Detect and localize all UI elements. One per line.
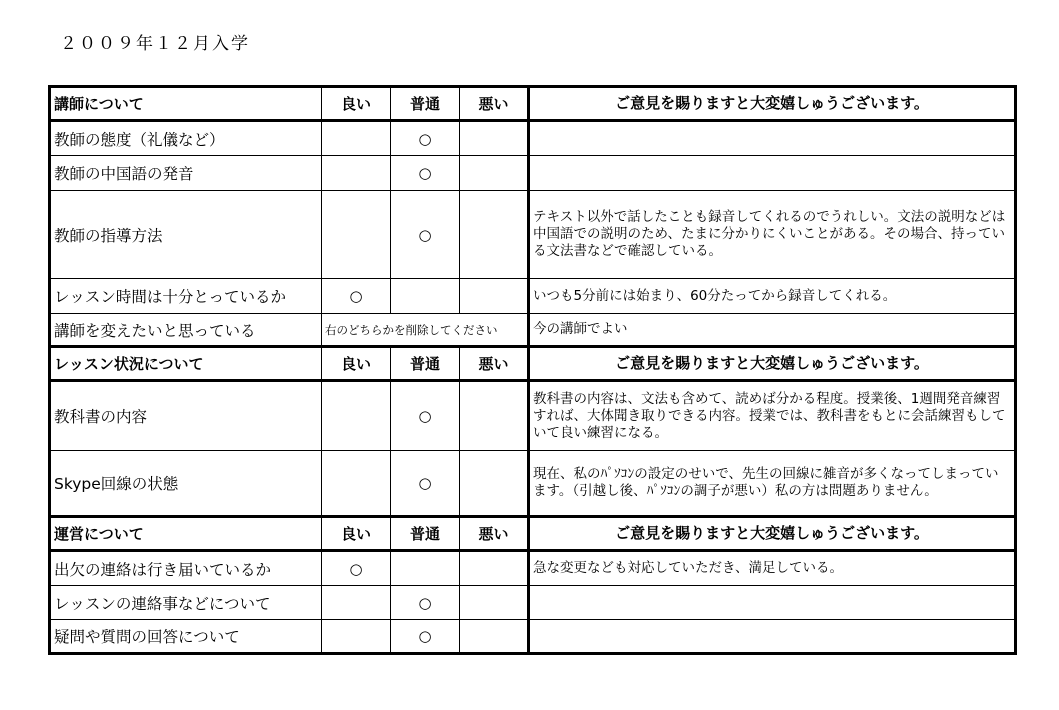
comment-cell[interactable]: 急な変更なども対応していただき、満足している。 xyxy=(529,551,1016,586)
column-average: 普通 xyxy=(391,87,460,121)
row-label: 教師の指導方法 xyxy=(50,191,322,279)
comment-cell[interactable] xyxy=(529,121,1016,156)
rating-good-cell[interactable] xyxy=(322,620,391,654)
rating-good-cell[interactable]: ○ xyxy=(322,279,391,314)
section-header-lesson xyxy=(50,347,1016,381)
rating-average-cell[interactable]: ○ xyxy=(391,121,460,156)
column-comment: ご意見を賜りますと大変嬉しゅうございます。 xyxy=(529,87,1016,121)
rating-bad-cell[interactable] xyxy=(460,620,529,654)
row-label: 出欠の連絡は行き届いているか xyxy=(50,551,322,586)
rating-average-cell[interactable]: ○ xyxy=(391,191,460,279)
rating-bad-cell[interactable] xyxy=(460,156,529,191)
table-row xyxy=(50,279,1016,314)
column-good: 良い xyxy=(322,517,391,551)
column-good: 良い xyxy=(322,87,391,121)
row-label: レッスンの連絡事などについて xyxy=(50,586,322,620)
rating-bad-cell[interactable] xyxy=(460,586,529,620)
rating-average-cell[interactable]: ○ xyxy=(391,620,460,654)
rating-average-cell[interactable]: ○ xyxy=(391,586,460,620)
document-title: ２００９年１２月入学 xyxy=(60,34,250,54)
section-title: 講師について xyxy=(50,87,322,121)
table-row xyxy=(50,451,1016,517)
comment-cell[interactable]: 今の講師でよい xyxy=(529,314,1016,347)
rating-bad-cell[interactable] xyxy=(460,121,529,156)
column-bad: 悪い xyxy=(460,347,529,381)
column-average: 普通 xyxy=(391,517,460,551)
table-row xyxy=(50,191,1016,279)
row-label: Skype回線の状態 xyxy=(50,451,322,517)
rating-average-cell[interactable]: ○ xyxy=(391,381,460,451)
rating-bad-cell[interactable] xyxy=(460,279,529,314)
rating-bad-cell[interactable] xyxy=(460,551,529,586)
table-row xyxy=(50,381,1016,451)
comment-cell[interactable] xyxy=(529,620,1016,654)
rating-good-cell[interactable] xyxy=(322,121,391,156)
section-header-teacher xyxy=(50,87,1016,121)
row-label: 疑問や質問の回答について xyxy=(50,620,322,654)
rating-bad-cell[interactable] xyxy=(460,381,529,451)
column-comment: ご意見を賜りますと大変嬉しゅうございます。 xyxy=(529,347,1016,381)
rating-bad-cell[interactable] xyxy=(460,451,529,517)
rating-good-cell[interactable] xyxy=(322,156,391,191)
evaluation-table xyxy=(48,85,1017,655)
rating-bad-cell[interactable] xyxy=(460,191,529,279)
rating-average-cell[interactable] xyxy=(391,551,460,586)
table-row xyxy=(50,156,1016,191)
row-label: 講師を変えたいと思っている xyxy=(50,314,322,347)
comment-cell[interactable]: テキスト以外で話したことも録音してくれるのでうれしい。文法の説明などは中国語での説明のため、たまに分かりにくいことがある。その場合、持っている文法書などで確認している。 xyxy=(529,191,1016,279)
rating-good-cell[interactable] xyxy=(322,451,391,517)
rating-average-cell[interactable]: ○ xyxy=(391,451,460,517)
choice-note-cell[interactable]: 右のどちらかを削除してください xyxy=(322,314,529,347)
rating-average-cell[interactable] xyxy=(391,279,460,314)
rating-average-cell[interactable]: ○ xyxy=(391,156,460,191)
table-row xyxy=(50,121,1016,156)
comment-cell[interactable] xyxy=(529,586,1016,620)
comment-cell[interactable]: 教科書の内容は、文法も含めて、読めば分かる程度。授業後、1週間発音練習すれば、大体聞き取りできる内容。授業では、教科書をもとに会話練習もしていて良い練習になる。 xyxy=(529,381,1016,451)
row-label: レッスン時間は十分とっているか xyxy=(50,279,322,314)
table-row xyxy=(50,314,1016,347)
rating-good-cell[interactable]: ○ xyxy=(322,551,391,586)
rating-good-cell[interactable] xyxy=(322,586,391,620)
section-title: 運営について xyxy=(50,517,322,551)
comment-cell[interactable] xyxy=(529,156,1016,191)
table-row xyxy=(50,620,1016,654)
rating-good-cell[interactable] xyxy=(322,381,391,451)
column-bad: 悪い xyxy=(460,87,529,121)
comment-cell[interactable]: 現在、私のﾊﾟｿｺﾝの設定のせいで、先生の回線に雑音が多くなってしまっています。（引越し後、ﾊﾟｿｺﾝの調子が悪い）私の方は問題ありません。 xyxy=(529,451,1016,517)
rating-good-cell[interactable] xyxy=(322,191,391,279)
table-row xyxy=(50,551,1016,586)
comment-cell[interactable]: いつも5分前には始まり、60分たってから録音してくれる。 xyxy=(529,279,1016,314)
column-comment: ご意見を賜りますと大変嬉しゅうございます。 xyxy=(529,517,1016,551)
row-label: 教師の中国語の発音 xyxy=(50,156,322,191)
column-bad: 悪い xyxy=(460,517,529,551)
column-good: 良い xyxy=(322,347,391,381)
row-label: 教師の態度（礼儀など） xyxy=(50,121,322,156)
section-title: レッスン状況について xyxy=(50,347,322,381)
section-header-operation xyxy=(50,517,1016,551)
row-label: 教科書の内容 xyxy=(50,381,322,451)
column-average: 普通 xyxy=(391,347,460,381)
table-row xyxy=(50,586,1016,620)
